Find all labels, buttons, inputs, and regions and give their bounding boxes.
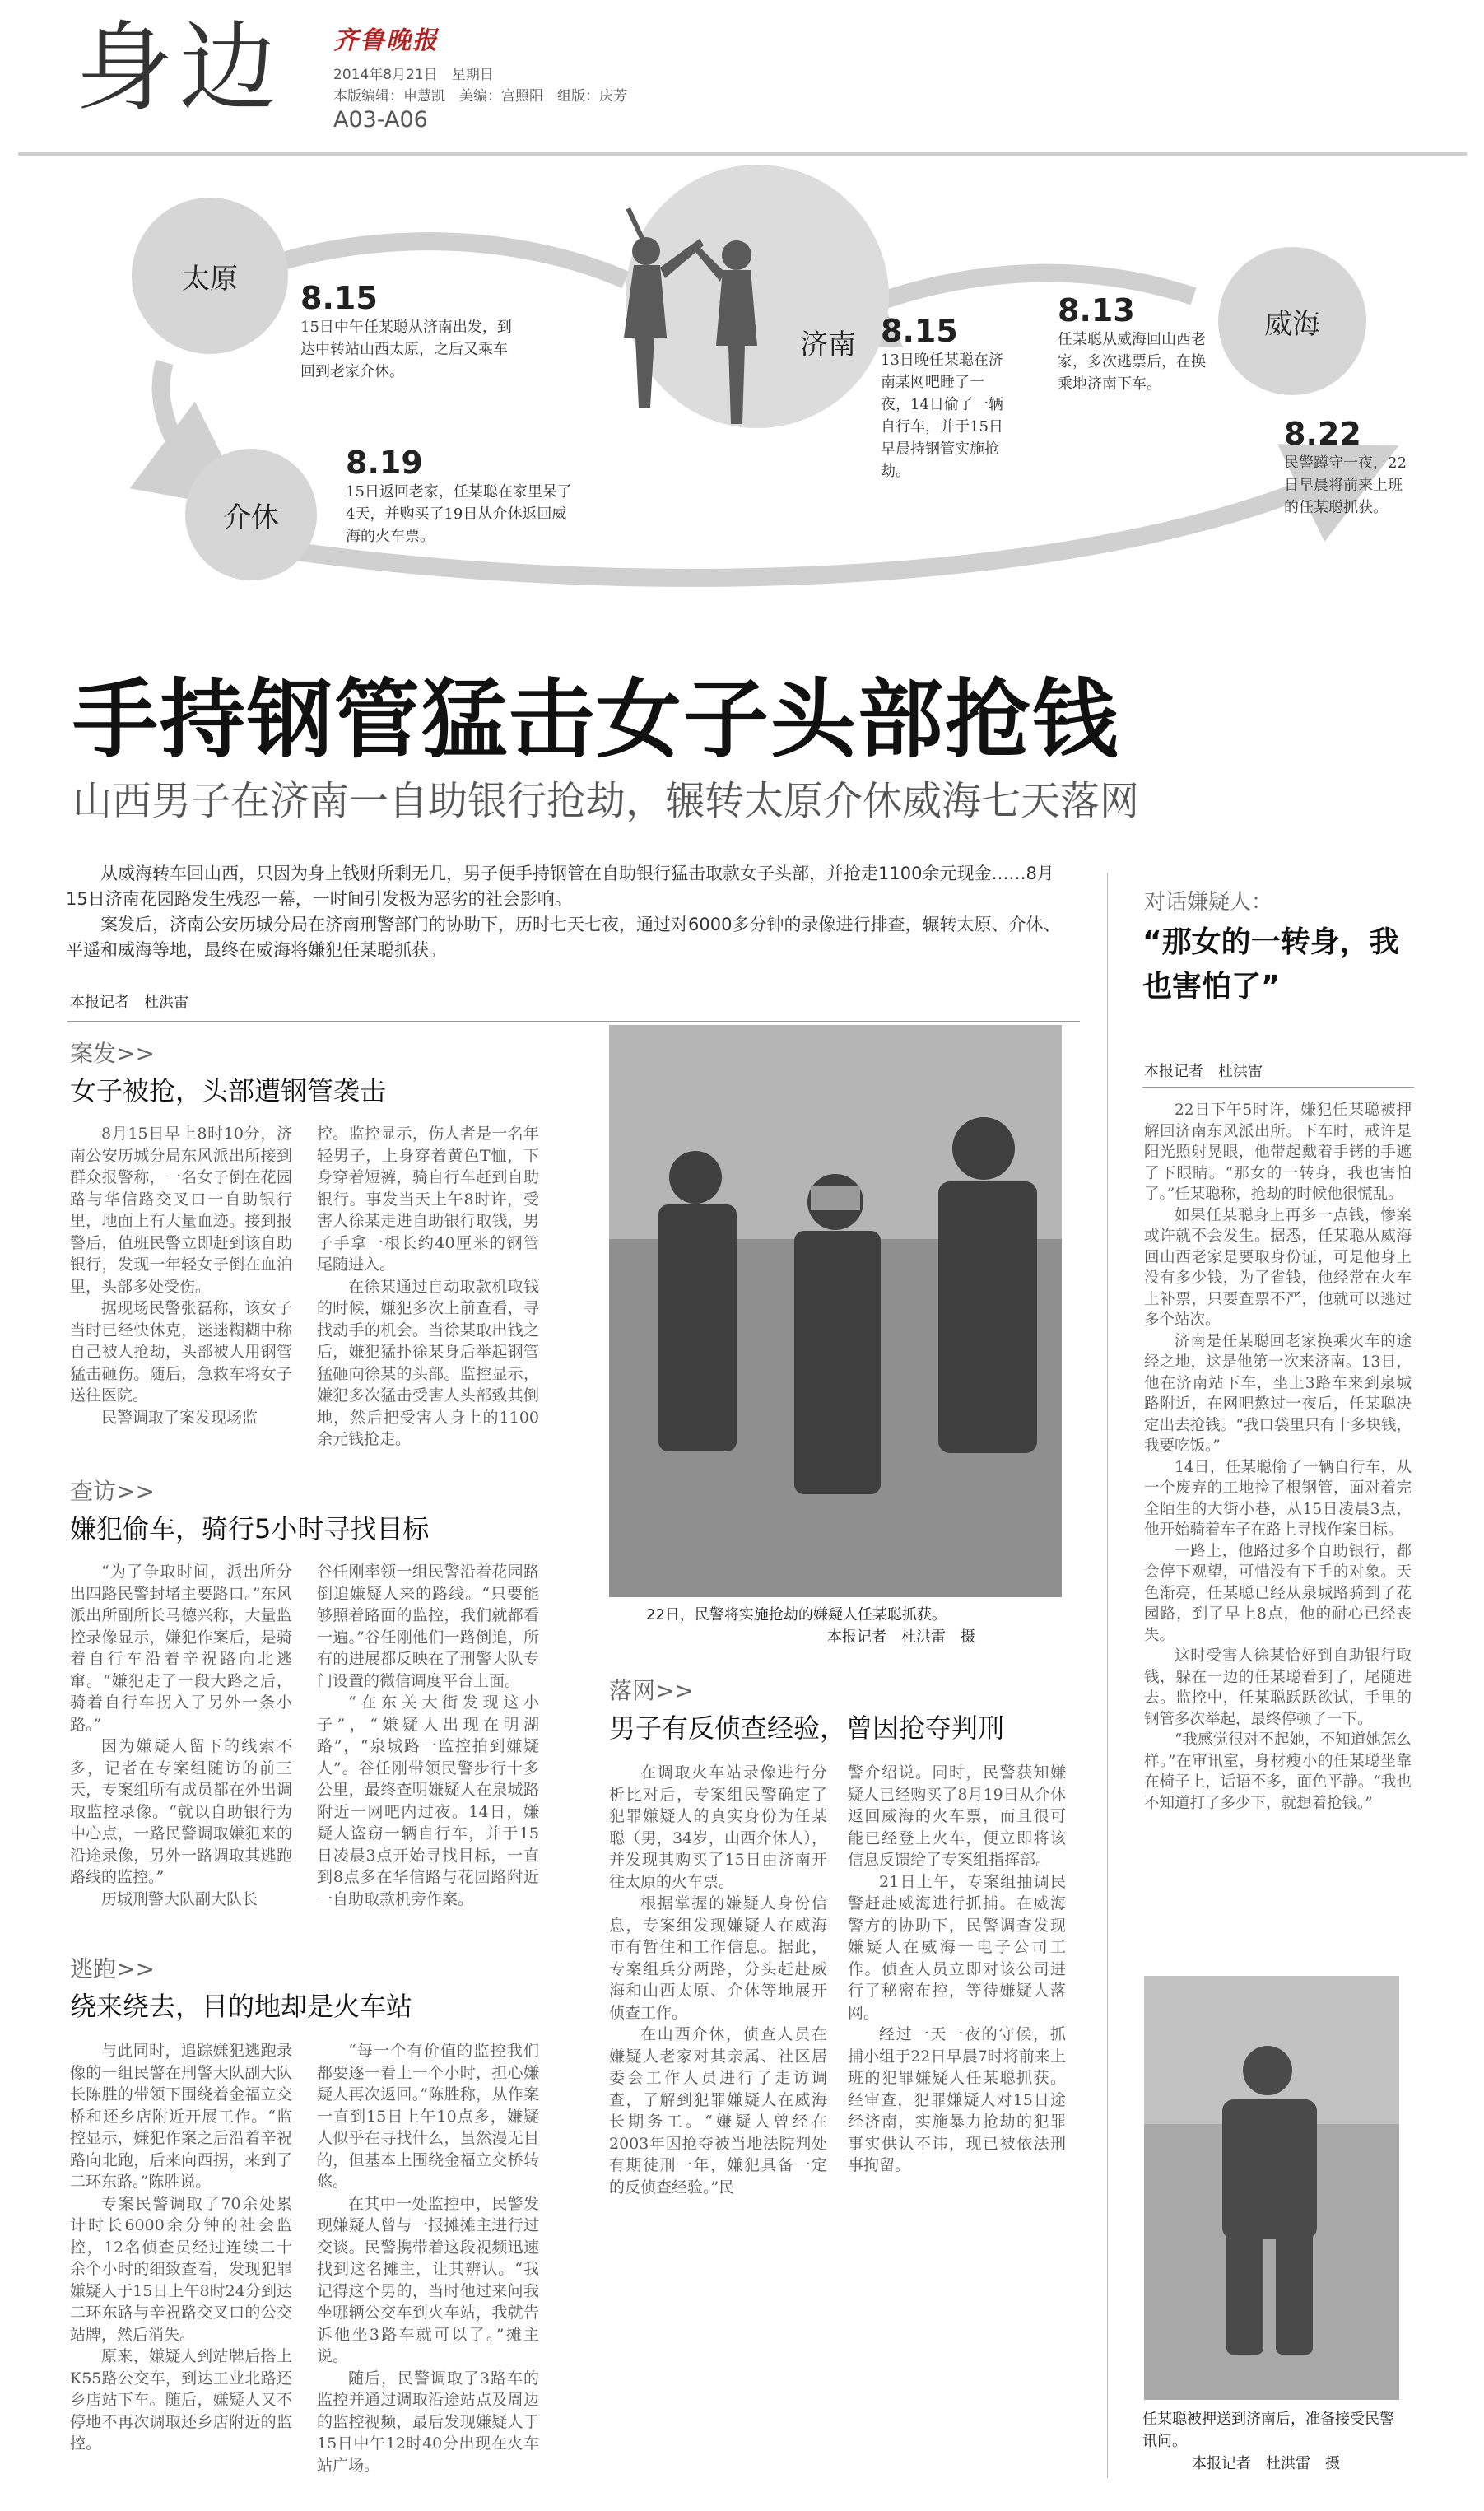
event-date: 8.15 <box>881 313 958 349</box>
sidebar-divider <box>1107 873 1108 2478</box>
event-0815-b <box>881 313 1004 482</box>
paragraph: “为了争取时间，派出所分出四路民警封堵主要路口。”东风派出所副所长马德兴称，大量监控录像显示，嫌犯作案后，是骑着自行车沿着辛祝路向北逃窜。“嫌犯走了一段大路之后，骑着自行车拐入了另外一条小路。” <box>70 1563 292 1734</box>
event-date: 8.19 <box>346 445 423 481</box>
main-photo-caption <box>646 1604 1058 1648</box>
main-photo <box>609 1025 1062 1597</box>
event-text: 13日晚任某聪在济南某网吧睡了一夜，14日偷了一辆自行车，并于15日早晨持钢管实施抢劫。 <box>881 352 1003 480</box>
paragraph: 经过一天一夜的守候，抓捕小组于22日早晨7时将前来上班的犯罪嫌疑人任某聪抓获。经审查，犯罪嫌疑人对15日途经济南，实施暴力抢劫的犯罪事实供认不讳，现已被依法刑事拘留。 <box>848 2025 1066 2174</box>
section-column <box>317 1123 539 1451</box>
paragraph: 警介绍说。同时，民警获知嫌疑人已经购买了8月19日从介休返回威海的火车票，而且很可能已经登上火车，便立即将该信息反馈给了专案组指挥部。 <box>848 1763 1066 1869</box>
paragraph: 因为嫌疑人留下的线索不多，记者在专案组随访的前三天，专案组所有成员都在外出调取监控录像。“就以自助银行为中心点，一路民警调取嫌犯来的沿途录像，另外一路调取其逃跑路线的监控。” <box>70 1737 292 1886</box>
event-0819 <box>346 445 576 547</box>
lead-rule <box>67 1021 1080 1022</box>
sidebar-byline: 本报记者 杜洪雷 <box>1144 1063 1263 1080</box>
section-kicker: 落网>> <box>609 1677 694 1704</box>
paragraph: 控。监控显示，伤人者是一名年轻男子，上身穿着黄色T恤，下身穿着短裤，骑自行车赶到自助银行。事发当天上午8时许，受害人徐某走进自助银行取钱，男子手拿一根长约40厘米的钢管尾随进入。 <box>317 1125 539 1274</box>
paragraph: 这时受害人徐某恰好到自助银行取钱，躲在一边的任某聪看到了，尾随进去。监控中，任某聪跃跃欲试，手里的钢管多次举起，最终停顿了一下。 <box>1144 1647 1412 1728</box>
sidebar-photo <box>1144 1976 1399 2400</box>
event-text: 15日返回老家，任某聪在家里呆了4天，并购买了19日从介休返回威海的火车票。 <box>346 483 572 545</box>
paragraph: 在其中一处监控中，民警发现嫌疑人曾与一报摊摊主进行过交谈。民警携带着这段视频迅速找到这名摊主，让其辨认。“我记得这个男的，当时他过来问我坐哪辆公交车到火车站，我就告诉他坐3路车就可以了。”摊主说。 <box>317 2194 539 2365</box>
section-column <box>317 2040 539 2476</box>
paragraph: 21日上午，专案组抽调民警赶赴威海进行抓捕。在威海警方的协助下，民警调查发现嫌疑人在威海一电子公司工作。侦查人员立即对该公司进行了秘密布控，等待嫌疑人落网。 <box>848 1872 1066 2022</box>
section-title: 嫌犯偷车，骑行5小时寻找目标 <box>70 1513 430 1544</box>
event-text: 15日中午任某聪从济南出发，到达中转站山西太原，之后又乘车回到老家介休。 <box>300 319 512 380</box>
section-kicker: 查访>> <box>70 1478 155 1505</box>
section-title: 绕来绕去，目的地却是火车站 <box>70 1991 413 2022</box>
paragraph: 据现场民警张磊称，该女子当时已经快休克，迷迷糊糊中称自己被人抢劫，头部被人用钢管猛击砸伤。随后，急救车将女子送往医院。 <box>70 1299 292 1405</box>
event-date: 8.22 <box>1284 416 1361 452</box>
city-jinan-label: 济南 <box>800 328 856 361</box>
paragraph: 原来，嫌疑人到站牌后搭上K55路公交车，到达工业北路还乡店站下车。随后，嫌疑人又不停地不再次调取还乡店附近的监控。 <box>70 2347 292 2453</box>
lead-paragraph: 从威海转车回山西，只因为身上钱财所剩无几，男子便手持钢管在自助银行猛击取款女子头部，并抢走1100余元现金……8月15日济南花园路发生残忍一幕，一时间引发极为恶劣的社会影响。 <box>66 864 1054 909</box>
lead-paragraphs <box>66 861 1062 963</box>
event-text: 任某聪从威海回山西老家，多次逃票后，在换乘地济南下车。 <box>1058 331 1206 393</box>
paragraph: 谷任刚率领一组民警沿着花园路倒追嫌疑人来的路线。“只要能够照着路面的监控，我们就都看一遍。”谷任刚他们一路倒追，所有的进展都反映在了刑警大队专门设置的微信调度平台上面。 <box>317 1563 539 1690</box>
robbery-illustration <box>576 189 823 494</box>
lead-paragraph: 案发后，济南公安历城分局在济南刑警部门的协助下，历时七天七夜，通过对6000多分钟的录像进行排查，辗转太原、介休、平遥和威海等地，最终在威海将嫌犯任某聪抓获。 <box>66 915 1061 960</box>
sidebar-quote: “那女的一转身，我也害怕了” <box>1142 925 1399 1004</box>
sidebar-text <box>1144 1100 1412 1814</box>
paragraph: “每一个有价值的监控我们都要逐一看上一个小时，担心嫌疑人再次返回。”陈胜称，从作案一直到15日上午10点多，嫌疑人似乎在寻找什么，虽然漫无目的，但基本上围绕金福立交桥转悠。 <box>317 2042 539 2191</box>
top-rule <box>18 152 1467 156</box>
section-column <box>70 2040 292 2455</box>
paragraph: 22日下午5时许，嫌犯任某聪被押解回济南东风派出所。下车时，戒许是阳光照射晃眼，他带起戴着手铐的手遮了下眼睛。“那女的一转身，我也害怕了。”任某聪称，抢劫的时候他很慌乱。 <box>1144 1102 1412 1203</box>
event-0813 <box>1058 292 1206 395</box>
arrow-taiyuan-to-jieyu <box>161 362 206 478</box>
subheadline: 山西男子在济南一自助银行抢劫，辗转太原介休威海七天落网 <box>72 778 1140 824</box>
event-0815-a <box>300 280 514 383</box>
section-column <box>317 1561 539 1910</box>
section-column <box>609 1762 827 2198</box>
arrest-photo-illustration <box>609 1025 1062 1597</box>
masthead-meta <box>333 64 627 107</box>
paragraph: 专案民警调取了70余处累计时长6000余分钟的社会监控，12名侦查员经过连续二十余个小时的细致查看，发现犯罪嫌疑人于15日上午8时24分到达二环东路与辛祝路交叉口的公交站牌，然后消失。 <box>70 2194 292 2344</box>
section-column <box>848 1762 1066 2177</box>
headline: 手持钢管猛击女子头部抢钱 <box>72 669 1120 770</box>
paragraph: 济南是任某聪回老家换乘火车的途经之地，这是他第一次来济南。13日，他在济南站下车，坐上3路车来到泉城路附近，在网吧熬过一夜后，任某聪决定出去抢钱。“我口袋里只有十多块钱，我要吃饭。” <box>1144 1332 1412 1455</box>
photo-credit: 本报记者 杜洪雷 摄 <box>827 1628 975 1646</box>
page-range: A03-A06 <box>333 107 428 133</box>
event-date: 8.15 <box>300 280 378 316</box>
section-title: 女子被抢，头部遭钢管袭击 <box>70 1075 387 1106</box>
photo-caption: 任某聪被押送到济南后，准备接受民警讯问。 <box>1142 2411 1394 2450</box>
section-title: 男子有反侦查经验，曾因抢夺判刑 <box>609 1712 1005 1744</box>
event-0822 <box>1284 416 1407 519</box>
paragraph: 民警调取了案发现场监 <box>101 1408 258 1427</box>
sidebar-photo-caption <box>1142 2408 1406 2475</box>
event-text: 民警蹲守一夜，22日早晨将前来上班的任某聪抓获。 <box>1284 454 1407 516</box>
paragraph: 与此同时，追踪嫌犯逃跑录像的一组民警在刑警大队副大队长陈胜的带领下围绕着金福立交桥和还乡店附近开展工作。“监控显示，嫌犯作案之后沿着辛祝路向北跑，后来向西拐，来到了二环东路。”陈胜说。 <box>70 2042 292 2191</box>
issue-date: 2014年8月21日 星期日 <box>333 67 494 83</box>
city-weihai: 威海 <box>1218 247 1366 395</box>
photo-credit: 本报记者 杜洪雷 摄 <box>1192 2455 1340 2472</box>
section-title: 身边 <box>76 11 284 124</box>
section-kicker: 案发>> <box>70 1040 155 1067</box>
article-byline: 本报记者 杜洪雷 <box>70 994 188 1011</box>
paragraph: 14日，任某聪偷了一辆自行车，从一个废弃的工地捡了根钢管，面对着完全陌生的大街小巷，从15日凌晨3点，他开始骑着车子在路上寻找作案目标。 <box>1144 1458 1412 1539</box>
interrogation-photo-illustration <box>1144 1976 1399 2400</box>
staff-credits: 本版编辑：申慧凯 美编：宫照阳 组版：庆芳 <box>333 88 627 105</box>
section-column <box>70 1123 292 1428</box>
section-column <box>70 1561 292 1910</box>
paragraph: 根据掌握的嫌疑人身份信息，专案组发现嫌疑人在威海市有暂住和工作信息。据此，专案组兵分两路，分头赶赴威海和山西太原、介休等地展开侦查工作。 <box>609 1894 827 2022</box>
paragraph: 在山西介休，侦查人员在嫌疑人老家对其亲属、社区居委会工作人员进行了走访调查，了解到犯罪嫌疑人在威海长期务工。“嫌疑人曾经在2003年因抢夺被当地法院判处有期徒刑一年，嫌犯具备一定的反侦查经验。”民 <box>609 2025 827 2197</box>
section-kicker: 逃跑>> <box>70 1955 155 1982</box>
sidebar-rule <box>1142 1087 1414 1088</box>
paragraph: 历城刑警大队副大队长 <box>101 1889 258 1908</box>
paragraph: 8月15日早上8时10分，济南公安历城分局东风派出所接到群众报警称，一名女子倒在花园路与华信路交叉口一自助银行里，地面上有大量血迹。接到报警后，值班民警立即赶到该自助银行，发现一年轻女子倒在血泊里，头部多处受伤。 <box>70 1125 292 1296</box>
paragraph: 随后，民警调取了3路车的监控并通过调取沿途站点及周边的监控视频，最后发现嫌疑人于15日中午12时40分出现在火车站广场。 <box>317 2369 539 2475</box>
event-date: 8.13 <box>1058 292 1135 328</box>
city-taiyuan: 太原 <box>132 198 288 354</box>
photo-caption: 22日，民警将实施抢劫的嫌疑人任某聪抓获。 <box>646 1606 947 1624</box>
paragraph: 一路上，他路过多个自助银行，都会停下观望，可惜没有下手的对象。天色渐亮，任某聪已经从泉城路骑到了花园路，到了早上8点，他的耐心已经丧失。 <box>1144 1542 1412 1644</box>
paragraph: “我感觉很对不起她，不知道她怎么样。”在审讯室，身材瘦小的任某聪坐靠在椅子上，话语不多，面色平静。“我也不知道打了多少下，就想着抢钱。” <box>1144 1731 1412 1812</box>
sidebar-kicker: 对话嫌疑人： <box>1144 890 1273 915</box>
newspaper-logo: 齐鲁晚报 <box>333 26 439 55</box>
city-jieyu: 介休 <box>185 449 317 580</box>
paragraph: “在东关大街发现这小子”，“嫌疑人出现在明湖路”，“泉城路一监控拍到嫌疑人”。谷任刚带领民警步行十多公里，最终查明嫌疑人在泉城路附近一网吧内过夜。14日，嫌疑人盗窃一辆自行车，并于15日凌晨3点开始寻找目标，一直到8点多在华信路与花园路附近一自助取款机旁作案。 <box>317 1693 539 1908</box>
paragraph: 在调取火车站录像进行分析比对后，专案组民警确定了犯罪嫌疑人的真实身份为任某聪（男，34岁，山西介休人），并发现其购买了15日由济南开往太原的火车票。 <box>609 1763 827 1891</box>
paragraph: 如果任某聪身上再多一点钱，惨案或许就不会发生。据悉，任某聪从威海回山西老家是要取身份证，可是他身上没有多少钱，为了省钱，他经常在火车上补票，只要查票不严，他就可以逃过多个站次。 <box>1144 1206 1412 1329</box>
paragraph: 在徐某通过自动取款机取钱的时候，嫌犯多次上前查看，寻找动手的机会。当徐某取出钱之后，嫌犯猛扑徐某身后举起钢管猛砸向徐某的头部。监控显示，嫌犯多次猛击受害人头部致其倒地，然后把受害人身上的1100余元钱抢走。 <box>317 1277 539 1448</box>
